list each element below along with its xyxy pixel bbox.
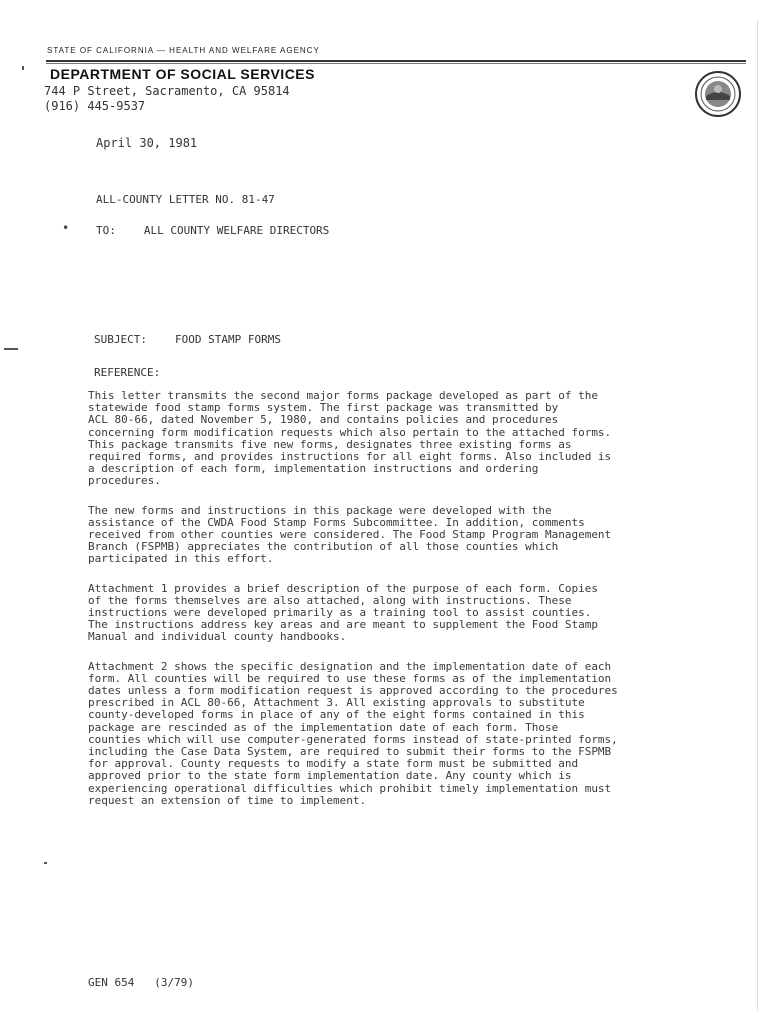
body-paragraph-4: Attachment 2 shows the specific designation and the implementation date of each form. All counties will be required to use these forms as of the implementation dates unless a form modification request is approved according to the procedures prescribed in ACL 80-66, Attachment 3. All existing approvals to substitute county-developed forms in place of any of the eight forms contained in this package are rescinded as of the implementation date of each form. Those counties which will use computer-generated forms instead of state-printed forms, including the Case Data System, are required to submit their forms to the FSPMB for approval. County requests to modify a state form must be submitted and approved prior to the state form implementation date. Any county which is experiencing operational difficulties which prohibit timely implementation must request an extension of time to implement. <box>88 659 618 807</box>
subject-line <box>94 333 281 346</box>
letter-date: April 30, 1981 <box>96 136 198 150</box>
scan-mark <box>22 66 24 70</box>
recipient-line <box>96 224 329 237</box>
body-paragraph-3: Attachment 1 provides a brief description of the purpose of each form. Copies of the forms themselves are also attached, along with instructions. These instructions were developed primarily as a training tool to assist counties. The instructions address key areas and are meant to supplement the Food Stamp Manual and individual county handbooks. <box>88 581 598 644</box>
letter-number: ALL-COUNTY LETTER NO. 81-47 <box>96 193 275 206</box>
department-name: DEPARTMENT OF SOCIAL SERVICES <box>50 66 315 82</box>
scan-mark <box>757 20 758 1010</box>
margin-mark: • <box>62 221 70 235</box>
state-seal-icon <box>694 70 742 118</box>
scan-mark <box>4 348 18 350</box>
department-address <box>44 84 290 114</box>
phone-number: (916) 445-9537 <box>44 99 146 113</box>
reference-label: REFERENCE: <box>94 366 161 379</box>
street-address: 744 P Street, Sacramento, CA 95814 <box>44 84 290 98</box>
form-footer <box>88 976 194 989</box>
subject-label: SUBJECT: <box>94 333 147 346</box>
agency-header: STATE OF CALIFORNIA — HEALTH AND WELFARE AGENCY <box>47 46 320 55</box>
subject-value: FOOD STAMP FORMS <box>174 333 281 346</box>
form-revision: (3/79) <box>154 976 194 989</box>
body-paragraph-2: The new forms and instructions in this package were developed with the assistance of the CWDA Food Stamp Forms Subcommittee. In addition, comments received from other counties were considered. The Food Stamp Program Management Branch (FSPMB) appreciates the contribution of all those counties which participated in this effort. <box>88 503 612 566</box>
form-number: GEN 654 <box>88 976 135 989</box>
letter-body <box>88 390 678 824</box>
to-value: ALL COUNTY WELFARE DIRECTORS <box>143 224 330 237</box>
scan-mark <box>44 862 47 864</box>
body-paragraph-1: This letter transmits the second major forms package developed as part of the statewide food stamp forms system. The first package was transmitted by ACL 80-66, dated November 5, 1980, and contains policies and procedures concerning form modification requests which also pertain to the attached forms. This package transmits five new forms, designates three existing forms as required forms, and provides instructions for all eight forms. Also included is a description of each form, implementation instructions and ordering procedures. <box>88 389 612 488</box>
to-label: TO: <box>96 224 116 237</box>
letterhead-rule <box>46 60 746 64</box>
